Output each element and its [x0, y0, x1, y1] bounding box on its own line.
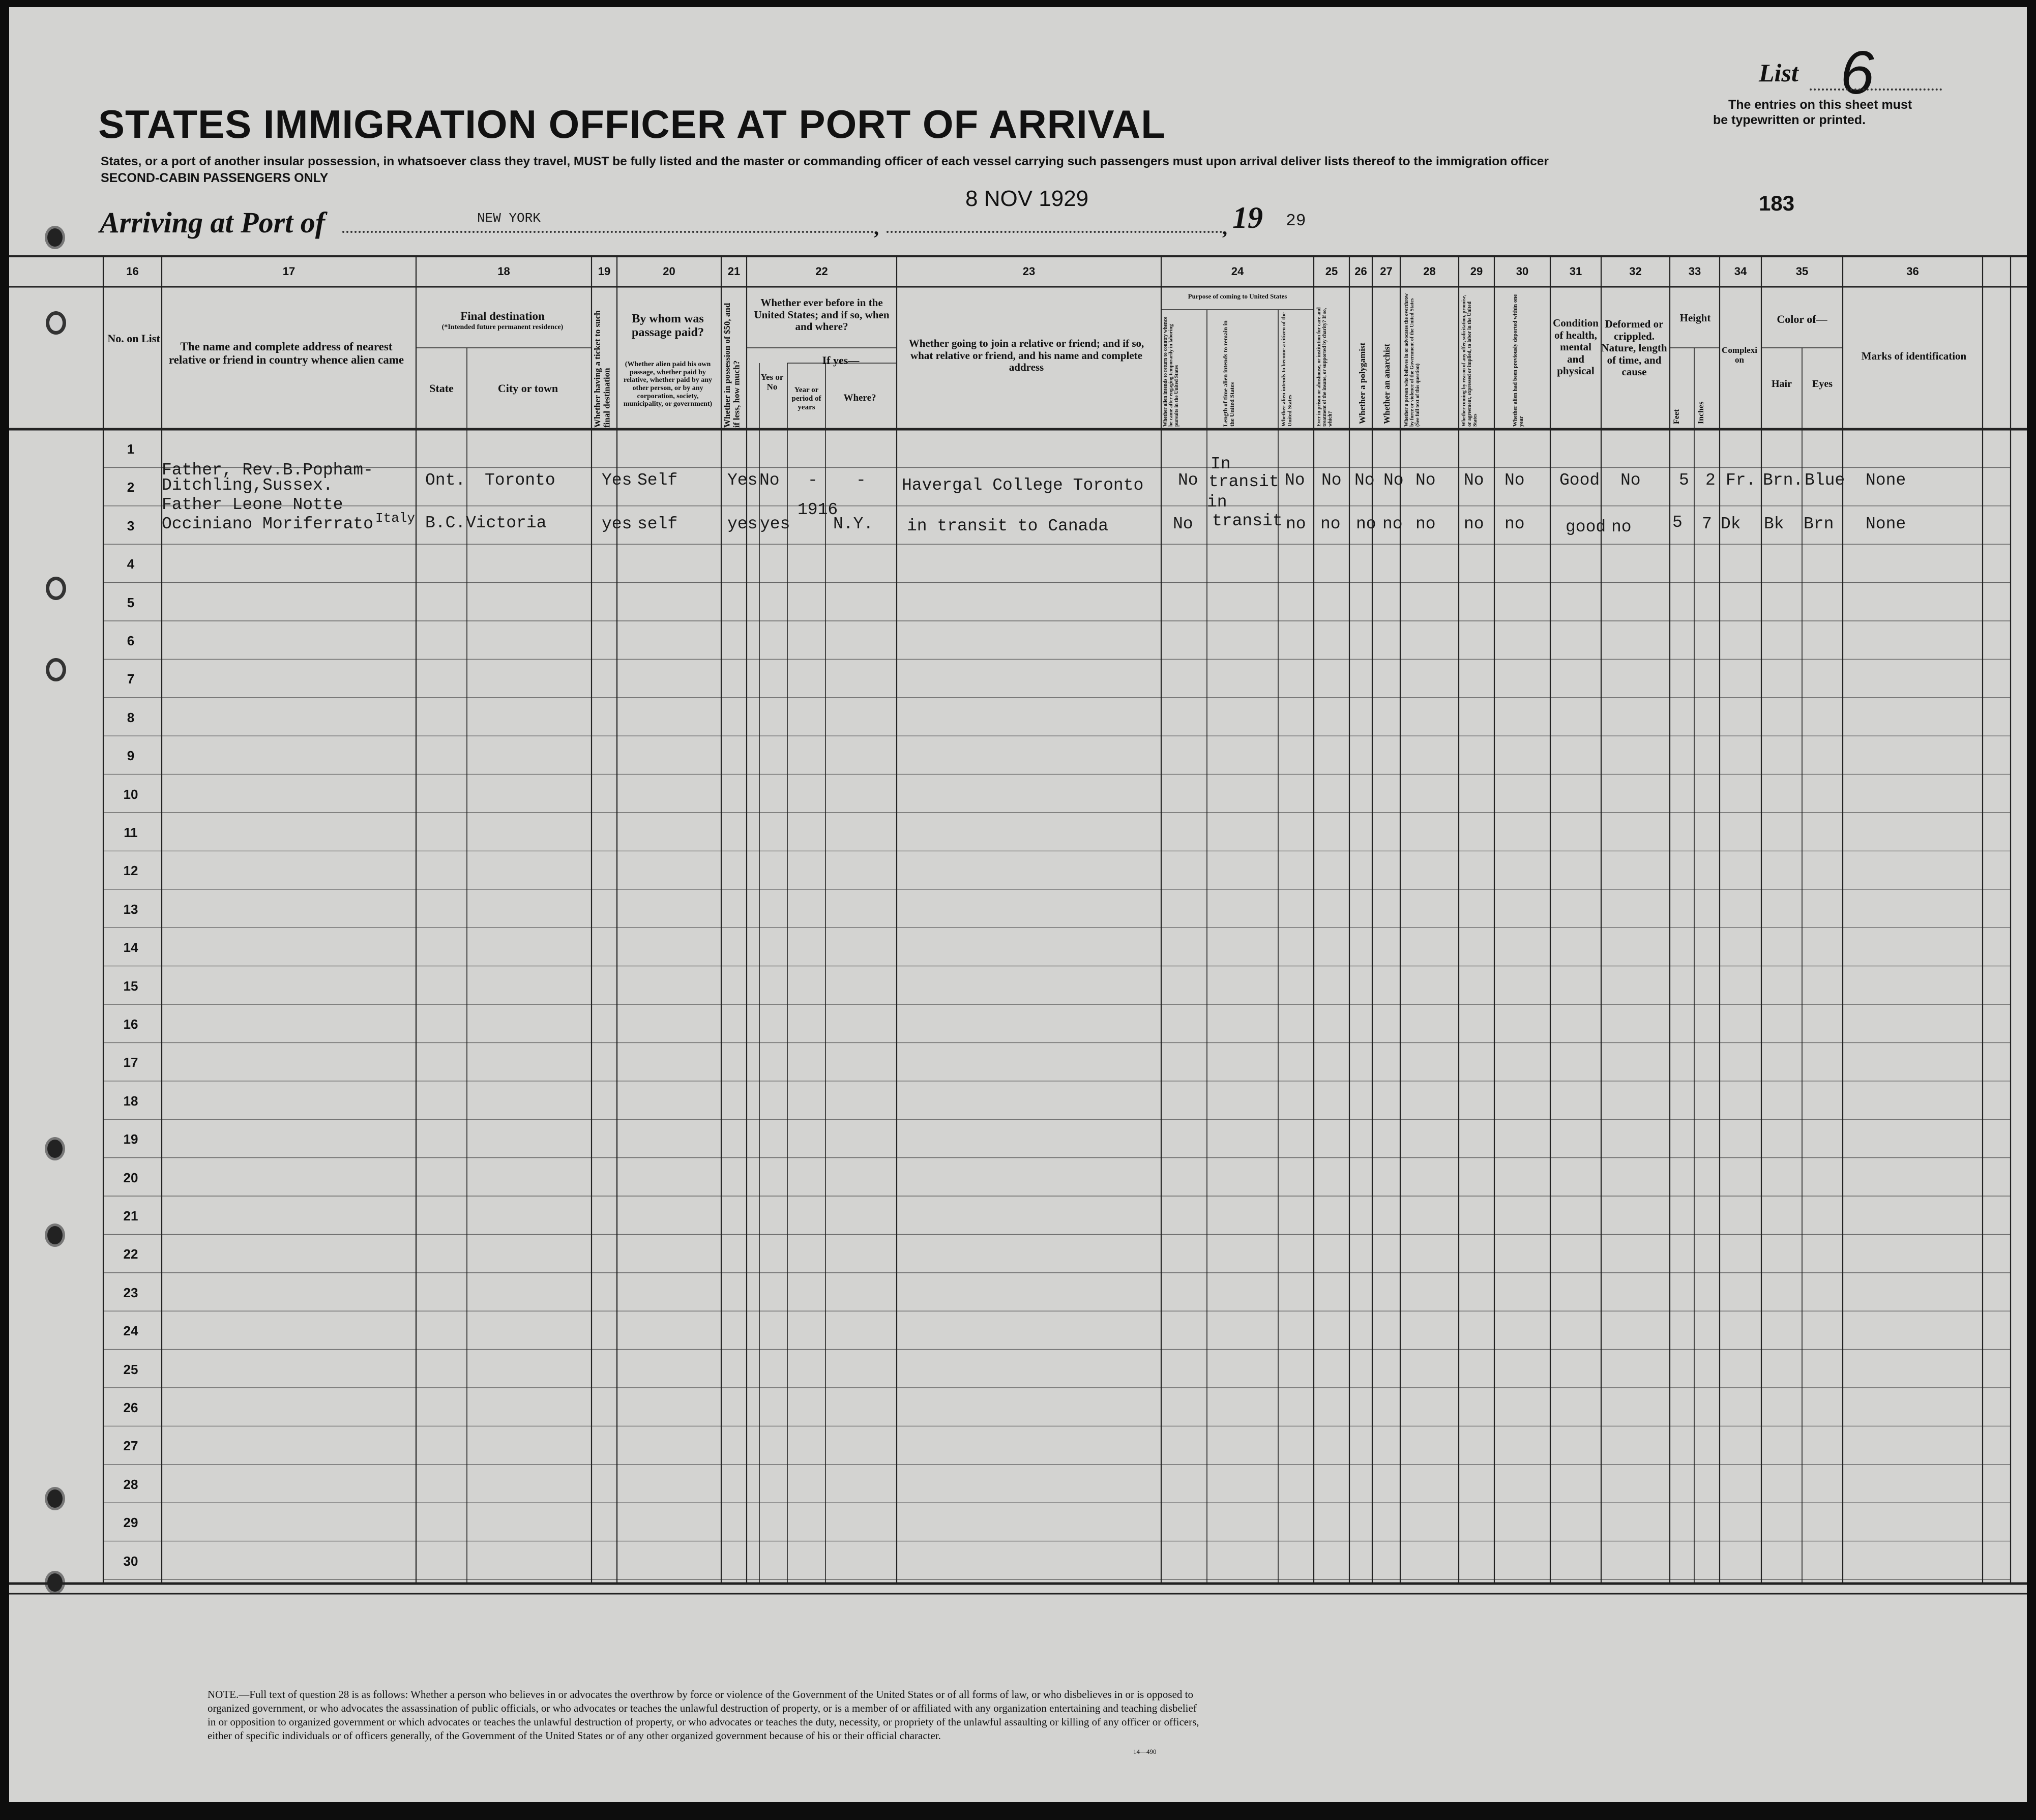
sheet-instruction: be typewritten or printed. — [1713, 113, 1866, 127]
entry-1-q29: No — [1464, 471, 1484, 490]
column-number: 19 — [598, 265, 611, 278]
entry-1-health: Good — [1559, 471, 1600, 490]
column-number: 27 — [1380, 265, 1393, 278]
entry-1-hair: Brn. — [1763, 471, 1804, 490]
header-final-destination: Final destination — [460, 310, 545, 322]
entry-2-paid-by: self — [637, 515, 678, 533]
row-number: 18 — [123, 1093, 138, 1109]
row-number: 29 — [123, 1515, 138, 1531]
header-if-yes: If yes— — [822, 354, 860, 367]
header-prison: Ever in prison or almshouse, or institution for care and treatment of the insane, or supported by charity? If so, which? — [1316, 307, 1333, 427]
column-number: 36 — [1906, 265, 1919, 278]
column-number: 34 — [1734, 265, 1747, 278]
entry-1-feet: 5 — [1679, 471, 1689, 490]
column-number: 28 — [1423, 265, 1436, 278]
header-complexion: Complexion — [1722, 345, 1757, 365]
header-height: Height — [1679, 312, 1711, 324]
entry-1-eyes: Blue — [1805, 471, 1845, 490]
header-year-period: Year or period of years — [791, 386, 821, 411]
header-q29: Whether coming by reason of any offer, solicitation, promise, or agreement, expressed or implied, to labor in the United States — [1461, 294, 1478, 427]
row-number: 11 — [124, 825, 138, 840]
year-prefix: 19 — [1232, 201, 1263, 234]
date-stamp: 8 NOV 1929 — [965, 186, 1089, 211]
column-number: 20 — [663, 265, 675, 278]
entry-1-q28: No — [1415, 471, 1436, 490]
entry-1-q30: No — [1504, 471, 1525, 490]
entry-1-prison: No — [1321, 471, 1342, 490]
header-hair: Hair — [1772, 378, 1792, 390]
entry-2-hair: Bk — [1764, 515, 1784, 533]
comma: , — [874, 216, 879, 239]
entry-1-city: Toronto — [485, 471, 555, 490]
entry-1-deformed: No — [1620, 471, 1641, 490]
entry-2-relative-line2: Occiniano Moriferrato — [162, 515, 373, 533]
column-number: 21 — [727, 265, 741, 278]
header-where: Where? — [843, 393, 876, 403]
page-subtitle: States, or a port of another insular possession, in whatsoever class they travel, MUST be fully listed and the master or commanding officer of each vessel carrying such passengers must upon arrival deliver lists thereof to the immigration officer — [101, 155, 1549, 168]
row-number: 10 — [123, 786, 138, 802]
entry-2-state: B.C. — [425, 514, 466, 532]
header-polygamist: Whether a polygamist — [1358, 342, 1367, 424]
entry-2-return: No — [1173, 515, 1193, 533]
manifest-sheet — [9, 7, 2027, 1802]
entry-2-relative-country: Italy — [375, 511, 416, 526]
arriving-label: Arriving at Port of — [100, 206, 326, 239]
column-number: 31 — [1569, 265, 1582, 278]
list-number: 6 — [1840, 39, 1874, 107]
entry-1-join: Havergal College Toronto — [902, 476, 1144, 495]
entry-1-marks: None — [1866, 471, 1906, 490]
row-number: 23 — [123, 1285, 138, 1300]
entry-2-length-line1: in — [1207, 493, 1227, 512]
header-health: Condition of health, mental and physical — [1553, 317, 1599, 377]
row-number: 27 — [123, 1438, 138, 1454]
row-number: 28 — [123, 1476, 138, 1492]
entry-2-inches: 7 — [1702, 515, 1712, 533]
column-number: 24 — [1231, 265, 1244, 278]
column-number: 33 — [1688, 265, 1701, 278]
entry-2-where: N.Y. — [833, 515, 874, 533]
entry-2-q28: no — [1415, 515, 1436, 533]
header-marks: Marks of identification — [1861, 350, 1967, 362]
header-nearest-relative: The name and complete address of nearest relative or friend in country whence alien came — [168, 340, 404, 366]
entry-2-deformed: no — [1611, 518, 1632, 536]
column-number: 32 — [1629, 265, 1642, 278]
year-suffix: 29 — [1286, 212, 1306, 230]
entry-1-year: - — [808, 471, 818, 490]
entry-1-return: No — [1178, 471, 1198, 490]
column-number: 35 — [1795, 265, 1809, 278]
header-purpose: Purpose of coming to United States — [1188, 292, 1287, 300]
port-value: NEW YORK — [477, 211, 541, 226]
row-number: 12 — [123, 863, 138, 879]
header-q30: Whether alien had been previously deported within one year — [1512, 294, 1525, 427]
entry-2-year: 1916 — [798, 500, 838, 519]
entry-2-join: in transit to Canada — [907, 517, 1109, 535]
entry-1-ever-before: No — [759, 471, 780, 490]
header-yes-no: Yes or No — [760, 372, 784, 392]
header-purpose-citizen: Whether alien intends to become a citizen of the United States — [1281, 312, 1293, 427]
row-number: 24 — [123, 1323, 138, 1339]
header-inches: Inches — [1697, 401, 1705, 424]
entry-1-where: - — [856, 471, 866, 490]
column-number: 16 — [126, 265, 139, 278]
row-number: 20 — [123, 1170, 138, 1185]
entry-2-ticket: yes — [602, 515, 632, 533]
question-28-note: NOTE.—Full text of question 28 is as follows: Whether a person who believes in or advocates the overthrow by force or violence of the Government of the United States or of all forms of law, or who disbelieves in or is opposed to organized government, or who advocates the assassination of public officials, or who advocates or teaches the unlawful destruction of property, or is a member of or affiliated with any organization entertaining and teaching disbelief in or opposition to organized government or which advocates or teaches the unlawful destruction of property, or who advocates or teaches the duty, necessity, or propriety of the unlawful assaulting or killing of any officer or officers, either of specific individuals or of officers generally, of the Government of the United States or of any other organized government because of his or their official character. — [208, 1688, 1199, 1742]
header-join-relative: Whether going to join a relative or friend; and if so, what relative or friend, and his name and complete address — [908, 337, 1144, 374]
header-purpose-length: Length of time alien intends to remain in the United States — [1222, 320, 1236, 427]
form-code: 14—490 — [1133, 1748, 1157, 1755]
row-number: 17 — [123, 1055, 138, 1070]
row-number: 14 — [123, 940, 138, 956]
row-number: 19 — [123, 1131, 138, 1147]
entry-1-anarchist: No — [1383, 471, 1404, 490]
entry-2-polygamist: no — [1356, 515, 1376, 533]
row-number: 7 — [127, 671, 135, 687]
header-city: City or town — [497, 382, 558, 395]
row-number: 6 — [127, 633, 135, 648]
row-number: 30 — [123, 1553, 138, 1569]
header-anarchist: Whether an anarchist — [1382, 343, 1392, 424]
entry-1-relative-line2: Ditchling,Sussex. — [162, 476, 333, 495]
column-number: 17 — [282, 265, 296, 278]
header-no-on-list: No. on List — [107, 332, 160, 345]
row-number: 25 — [123, 1361, 138, 1377]
header-feet: Feet — [1672, 409, 1681, 424]
row-number: 8 — [127, 709, 135, 725]
entry-2-fifty: yes — [727, 515, 758, 533]
header-final-destination-note: (*Intended future permanent residence) — [441, 323, 564, 331]
entry-1-citizen: No — [1285, 471, 1305, 490]
header-ever-before: Whether ever before in the United States; and if so, when and where? — [754, 296, 890, 333]
column-number: 30 — [1516, 265, 1529, 278]
row-number: 16 — [123, 1017, 138, 1032]
entry-1-length-line2: transit — [1208, 472, 1279, 491]
entry-2-q30: no — [1504, 515, 1525, 533]
column-number: 18 — [497, 265, 510, 278]
row-number: 5 — [127, 594, 135, 610]
column-number: 25 — [1325, 265, 1338, 278]
comma: , — [1222, 216, 1227, 239]
entry-1-paid-by: Self — [637, 471, 678, 490]
entry-1-complexion: Fr. — [1726, 471, 1756, 490]
entry-1-relative-line1: Father, Rev.B.Popham- — [162, 461, 373, 480]
column-number: 22 — [815, 265, 828, 278]
row-number: 1 — [127, 441, 135, 457]
entry-2-feet: 5 — [1672, 513, 1683, 532]
entry-1-fifty: Yes — [727, 471, 758, 490]
header-color-of: Color of— — [1777, 313, 1827, 325]
header-state: State — [429, 382, 454, 395]
entry-2-relative-line1: Father Leone Notte — [162, 495, 343, 514]
entry-1-state: Ont. — [425, 471, 466, 490]
header-purpose-return: Whether alien intends to return to country whence he came after engaging temporarily in laboring pursuits in the United States — [1163, 316, 1179, 427]
entry-2-citizen: no — [1286, 515, 1306, 533]
entry-1-length-line1: In — [1211, 455, 1231, 473]
header-eyes: Eyes — [1812, 378, 1833, 390]
page-number: 183 — [1759, 191, 1795, 215]
row-number: 2 — [127, 480, 135, 495]
entry-2-city: Victoria — [466, 514, 547, 532]
page-subtitle-cabin: SECOND-CABIN PASSENGERS ONLY — [101, 171, 329, 185]
header-ticket: Whether having a ticket to such final destination — [593, 310, 612, 428]
entry-2-ever-before: yes — [760, 515, 790, 533]
entry-2-eyes: Brn — [1804, 515, 1834, 533]
row-number: 21 — [123, 1208, 138, 1224]
header-q28: Whether a person who believes in or advocates the overthrow by force or violence of the Government of the United States (See full text of this question) — [1404, 293, 1421, 427]
page-title: STATES IMMIGRATION OFFICER AT PORT OF ARRIVAL — [98, 102, 1166, 146]
row-number: 4 — [127, 556, 135, 572]
entry-1-inches: 2 — [1705, 471, 1716, 490]
list-label: List — [1759, 58, 1798, 87]
column-number: 29 — [1470, 265, 1483, 278]
row-number: 3 — [127, 518, 135, 533]
row-number: 9 — [127, 748, 135, 764]
column-number: 23 — [1022, 265, 1036, 278]
row-number: 26 — [123, 1400, 138, 1415]
entry-2-prison: no — [1320, 515, 1341, 533]
row-number: 15 — [123, 978, 138, 994]
header-passage-paid-note: (Whether alien paid his own passage, whether paid by relative, whether paid by any other person, or by any corporation, society, municipality, or government) — [623, 361, 713, 408]
header-deformed: Deformed or crippled. Nature, length of time, and cause — [1601, 318, 1667, 378]
row-number: 22 — [123, 1246, 138, 1262]
sheet-instruction: The entries on this sheet must — [1728, 98, 1912, 112]
entry-2-anarchist: no — [1382, 515, 1403, 533]
entry-2-complexion: Dk — [1721, 515, 1741, 533]
entry-2-q29: no — [1464, 515, 1484, 533]
entry-2-length-line2: transit — [1212, 512, 1283, 530]
column-number: 26 — [1354, 265, 1367, 278]
header-fifty-dollars: Whether in possession of $50, and if less, how much? — [722, 303, 742, 428]
entry-2-marks: None — [1866, 515, 1906, 533]
entry-1-ticket: Yes — [602, 471, 632, 490]
row-number: 13 — [123, 901, 138, 917]
entry-2-health: good — [1566, 518, 1606, 536]
header-passage-paid: By whom was passage paid? — [631, 312, 704, 339]
entry-1-polygamist: No — [1354, 471, 1375, 490]
manifest-table — [9, 7, 2027, 1802]
